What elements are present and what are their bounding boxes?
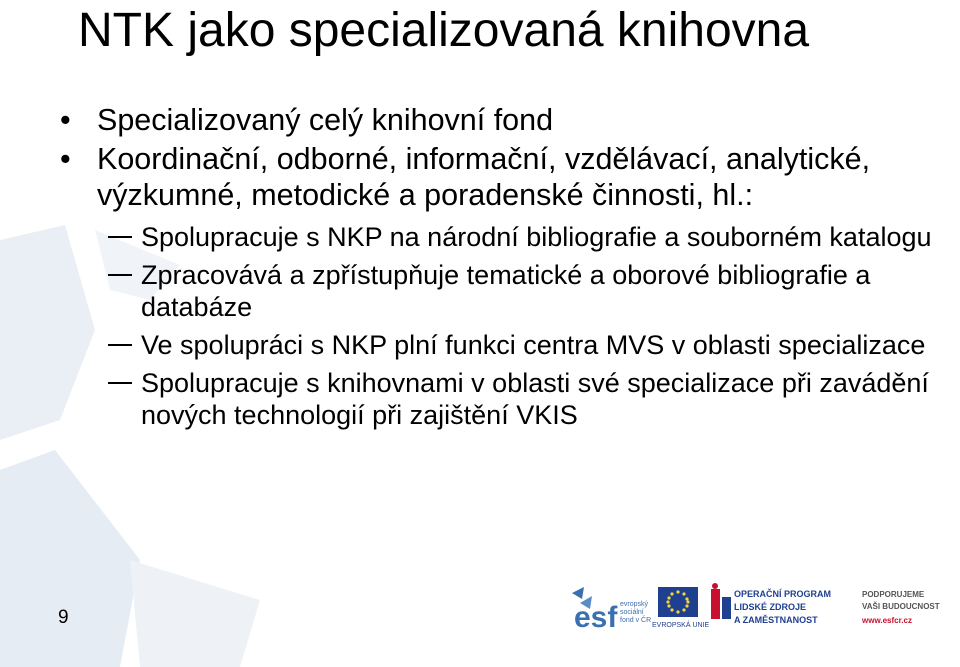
dash-icon <box>108 236 132 238</box>
bullet-text: Specializovaný celý knihovní fond <box>97 103 554 137</box>
sub-bullet-item <box>60 367 940 431</box>
sub-bullet-item <box>60 259 940 323</box>
esf-caption-2: sociální <box>620 609 644 616</box>
op-line-3: A ZAMĚSTNANOST <box>734 615 818 625</box>
eu-caption: EVROPSKÁ UNIE <box>652 622 710 629</box>
sub-bullet-text: Ve spolupráci s NKP plní funkci centra MVS v oblasti specializace <box>141 330 926 360</box>
bullet-text: Koordinační, odborné, informační, vzdělávací, analytické, výzkumné, metodické a poradenské činnosti, hl.: <box>97 142 871 212</box>
funding-logos <box>570 583 960 635</box>
sub-bullet-item <box>60 329 940 361</box>
esf-logo <box>572 587 651 634</box>
dash-icon <box>108 274 132 276</box>
bullet-item <box>60 102 940 138</box>
slide-content <box>60 102 940 437</box>
page-number: 9 <box>58 607 69 628</box>
dash-icon <box>108 344 132 346</box>
support-line-1: PODPORUJEME <box>862 590 925 599</box>
sub-bullet-text: Spolupracuje s NKP na národní bibliografie a souborném katalogu <box>141 222 932 252</box>
slide-title: NTK jako specializovaná knihovna <box>78 4 810 57</box>
sub-bullet-item <box>60 221 940 253</box>
bullet-icon: • <box>60 103 71 137</box>
support-url: www.esfcr.cz <box>862 616 912 625</box>
eu-flag-logo <box>652 587 710 629</box>
sub-bullet-list <box>60 221 940 431</box>
support-logo <box>861 590 940 625</box>
support-line-2: VAŠI BUDOUCNOST <box>862 602 940 611</box>
esf-caption-3: fond v ČR <box>620 617 652 624</box>
dash-icon <box>108 382 132 384</box>
op-lzz-logo <box>711 583 831 625</box>
op-line-2: LIDSKÉ ZDROJE <box>734 602 807 612</box>
sub-bullet-text: Spolupracuje s knihovnami v oblasti své specializace při zavádění nových technologií při zajištění VKIS <box>141 368 929 430</box>
bullet-item <box>60 141 940 213</box>
op-line-1: OPERAČNÍ PROGRAM <box>734 589 832 599</box>
esf-caption-1: evropský <box>620 601 649 608</box>
esf-logo-text: esf <box>574 601 618 634</box>
sub-bullet-text: Zpracovává a zpřístupňuje tematické a oborové bibliografie a databáze <box>141 260 871 322</box>
bullet-icon: • <box>60 142 71 176</box>
